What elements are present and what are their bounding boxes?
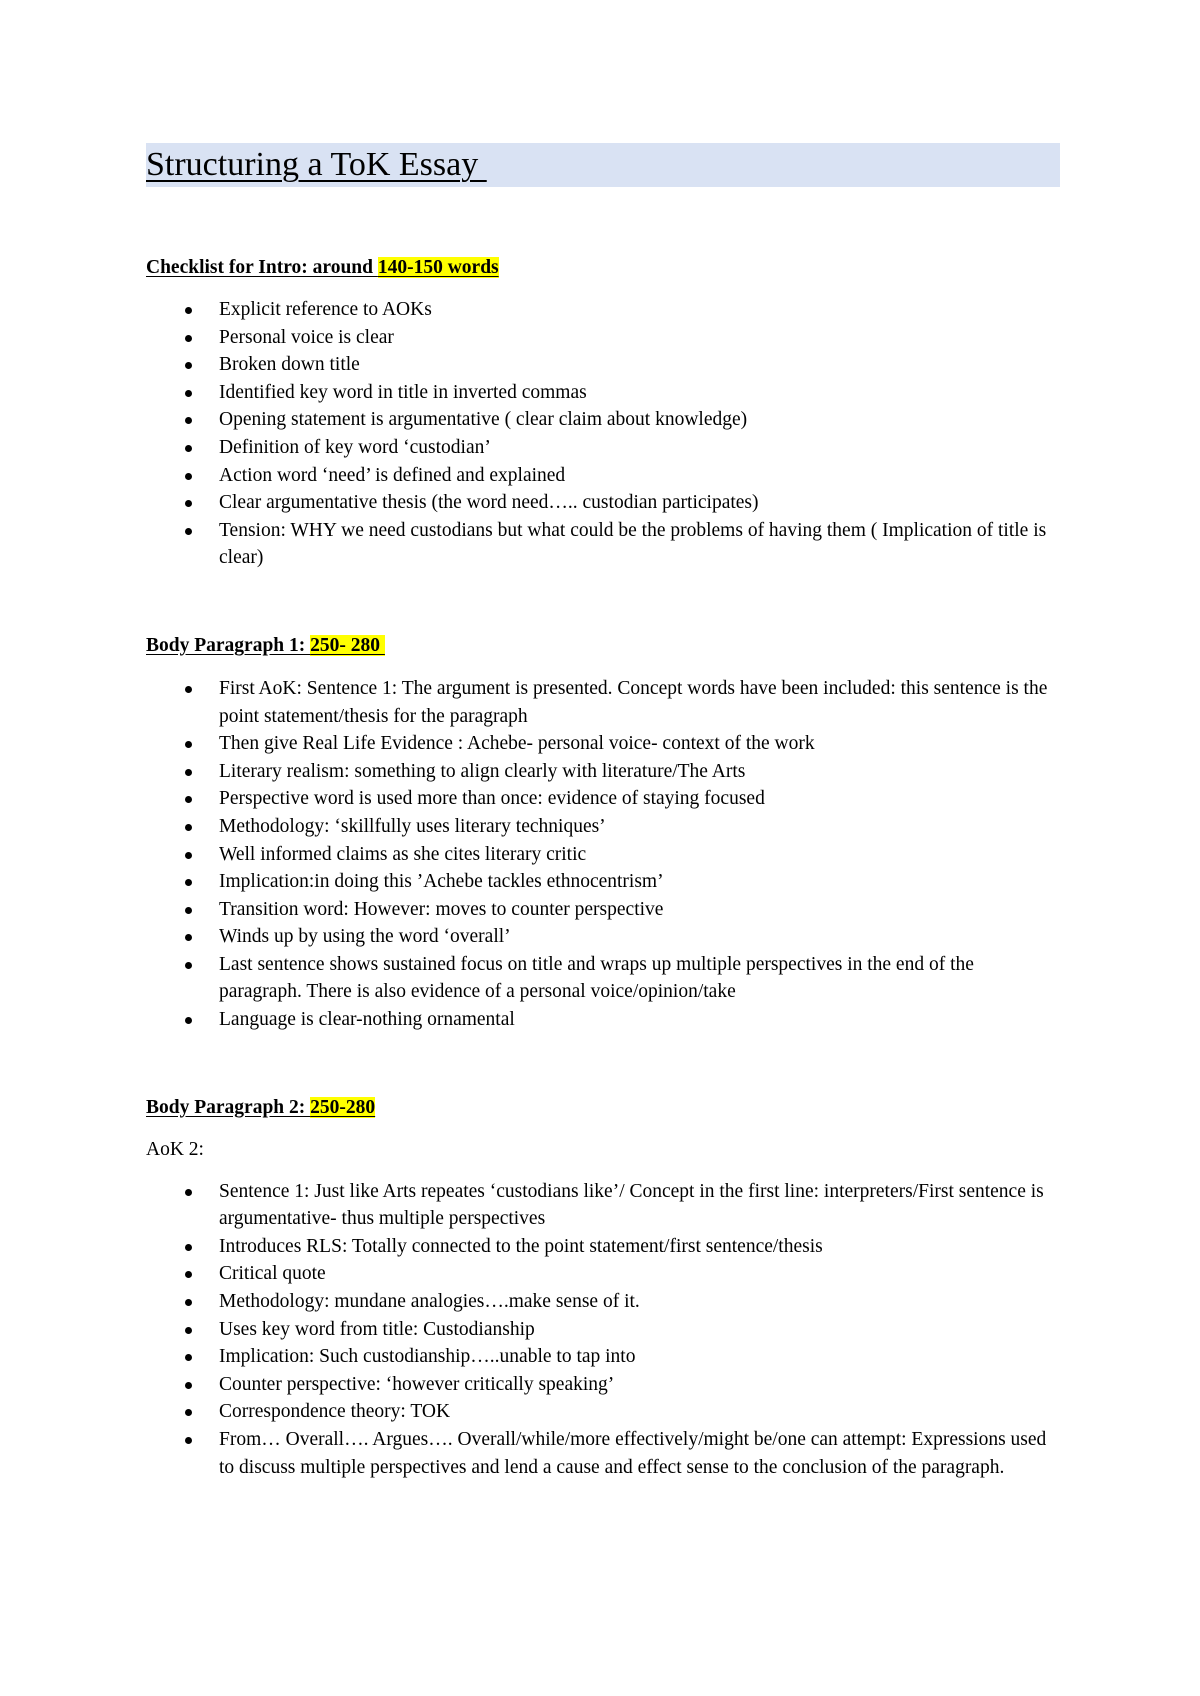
bullet-icon <box>185 852 192 859</box>
intro-heading-label: Checklist for Intro: around <box>146 257 378 278</box>
list-item: Definition of key word ‘custodian’ <box>146 434 1060 462</box>
list-item: Broken down title <box>146 351 1060 379</box>
body-paragraph-1-word-count-highlight: 250- 280 <box>310 634 385 656</box>
bullet-icon <box>185 362 192 369</box>
list-item: Last sentence shows sustained focus on title and wraps up multiple perspectives in the end of the paragraph. There is also evidence of a personal voice/opinion/take <box>146 951 1060 1006</box>
bullet-icon <box>185 769 192 776</box>
title-band <box>146 143 1060 187</box>
bullet-icon <box>185 1327 192 1334</box>
page-title: Structuring a ToK Essay <box>146 146 487 183</box>
bullet-icon <box>185 528 192 535</box>
bullet-icon <box>185 1189 192 1196</box>
bullet-icon <box>185 417 192 424</box>
list-item: Methodology: mundane analogies….make sense of it. <box>146 1288 1060 1316</box>
bullet-icon <box>185 1244 192 1251</box>
body-paragraph-2-heading <box>146 1094 1060 1122</box>
bullet-icon <box>185 307 192 314</box>
bullet-icon <box>185 1299 192 1306</box>
bullet-icon <box>185 879 192 886</box>
document-page <box>146 143 1060 1481</box>
body-paragraph-1-checklist <box>146 675 1060 1034</box>
list-item: Methodology: ‘skillfully uses literary techniques’ <box>146 813 1060 841</box>
body-paragraph-1-label: Body Paragraph 1: <box>146 634 311 656</box>
list-item: Perspective word is used more than once: evidence of staying focused <box>146 785 1060 813</box>
list-item: Then give Real Life Evidence : Achebe- personal voice- context of the work <box>146 730 1060 758</box>
list-item: Uses key word from title: Custodianship <box>146 1316 1060 1344</box>
list-item: Introduces RLS: Totally connected to the point statement/first sentence/thesis <box>146 1233 1060 1261</box>
list-item: Personal voice is clear <box>146 324 1060 352</box>
bullet-icon <box>185 934 192 941</box>
bullet-icon <box>185 390 192 397</box>
list-item: Critical quote <box>146 1260 1060 1288</box>
bullet-icon <box>185 824 192 831</box>
bullet-icon <box>185 500 192 507</box>
list-item: Clear argumentative thesis (the word need….. custodian participates) <box>146 489 1060 517</box>
bullet-icon <box>185 335 192 342</box>
list-item: First AoK: Sentence 1: The argument is presented. Concept words have been included: this sentence is the point statement/thesis for the paragraph <box>146 675 1060 730</box>
list-item: Explicit reference to AOKs <box>146 296 1060 324</box>
body-paragraph-2-word-count-highlight: 250-280 <box>310 1096 376 1118</box>
bullet-icon <box>185 445 192 452</box>
list-item: Language is clear-nothing ornamental <box>146 1006 1060 1034</box>
bullet-icon <box>185 686 192 693</box>
list-item: Transition word: However: moves to counter perspective <box>146 896 1060 924</box>
list-item: Well informed claims as she cites literary critic <box>146 841 1060 869</box>
bullet-icon <box>185 1382 192 1389</box>
bullet-icon <box>185 796 192 803</box>
bullet-icon <box>185 1271 192 1278</box>
aok-2-label: AoK 2: <box>146 1138 204 1160</box>
list-item: Implication:in doing this ’Achebe tackles ethnocentrism’ <box>146 868 1060 896</box>
list-item: From… Overall…. Argues…. Overall/while/more effectively/might be/one can attempt: Expressions used to discuss multiple perspectives and lend a cause and effect sense to the conclusion of the paragraph. <box>146 1426 1060 1481</box>
bullet-icon <box>185 1437 192 1444</box>
intro-heading <box>146 254 1060 282</box>
list-item: Identified key word in title in inverted commas <box>146 379 1060 407</box>
bullet-icon <box>185 741 192 748</box>
bullet-icon <box>185 473 192 480</box>
list-item: Opening statement is argumentative ( clear claim about knowledge) <box>146 406 1060 434</box>
list-item: Counter perspective: ‘however critically speaking’ <box>146 1371 1060 1399</box>
list-item: Literary realism: something to align clearly with literature/The Arts <box>146 758 1060 786</box>
bullet-icon <box>185 1017 192 1024</box>
intro-checklist <box>146 296 1060 572</box>
list-item: Implication: Such custodianship…..unable to tap into <box>146 1343 1060 1371</box>
list-item: Sentence 1: Just like Arts repeates ‘custodians like’/ Concept in the first line: interpreters/First sentence is argumentative- thus multiple perspectives <box>146 1178 1060 1233</box>
list-item: Action word ‘need’ is defined and explained <box>146 462 1060 490</box>
list-item: Tension: WHY we need custodians but what could be the problems of having them ( Implication of title is clear) <box>146 517 1060 572</box>
body-paragraph-2-checklist <box>146 1178 1060 1482</box>
body-paragraph-1-heading <box>146 632 1060 660</box>
body-paragraph-2-label: Body Paragraph 2: <box>146 1096 311 1118</box>
list-item: Winds up by using the word ‘overall’ <box>146 923 1060 951</box>
bullet-icon <box>185 962 192 969</box>
intro-word-count-highlight: 140-150 words <box>377 257 499 278</box>
list-item: Correspondence theory: TOK <box>146 1398 1060 1426</box>
bullet-icon <box>185 907 192 914</box>
bullet-icon <box>185 1354 192 1361</box>
bullet-icon <box>185 1409 192 1416</box>
